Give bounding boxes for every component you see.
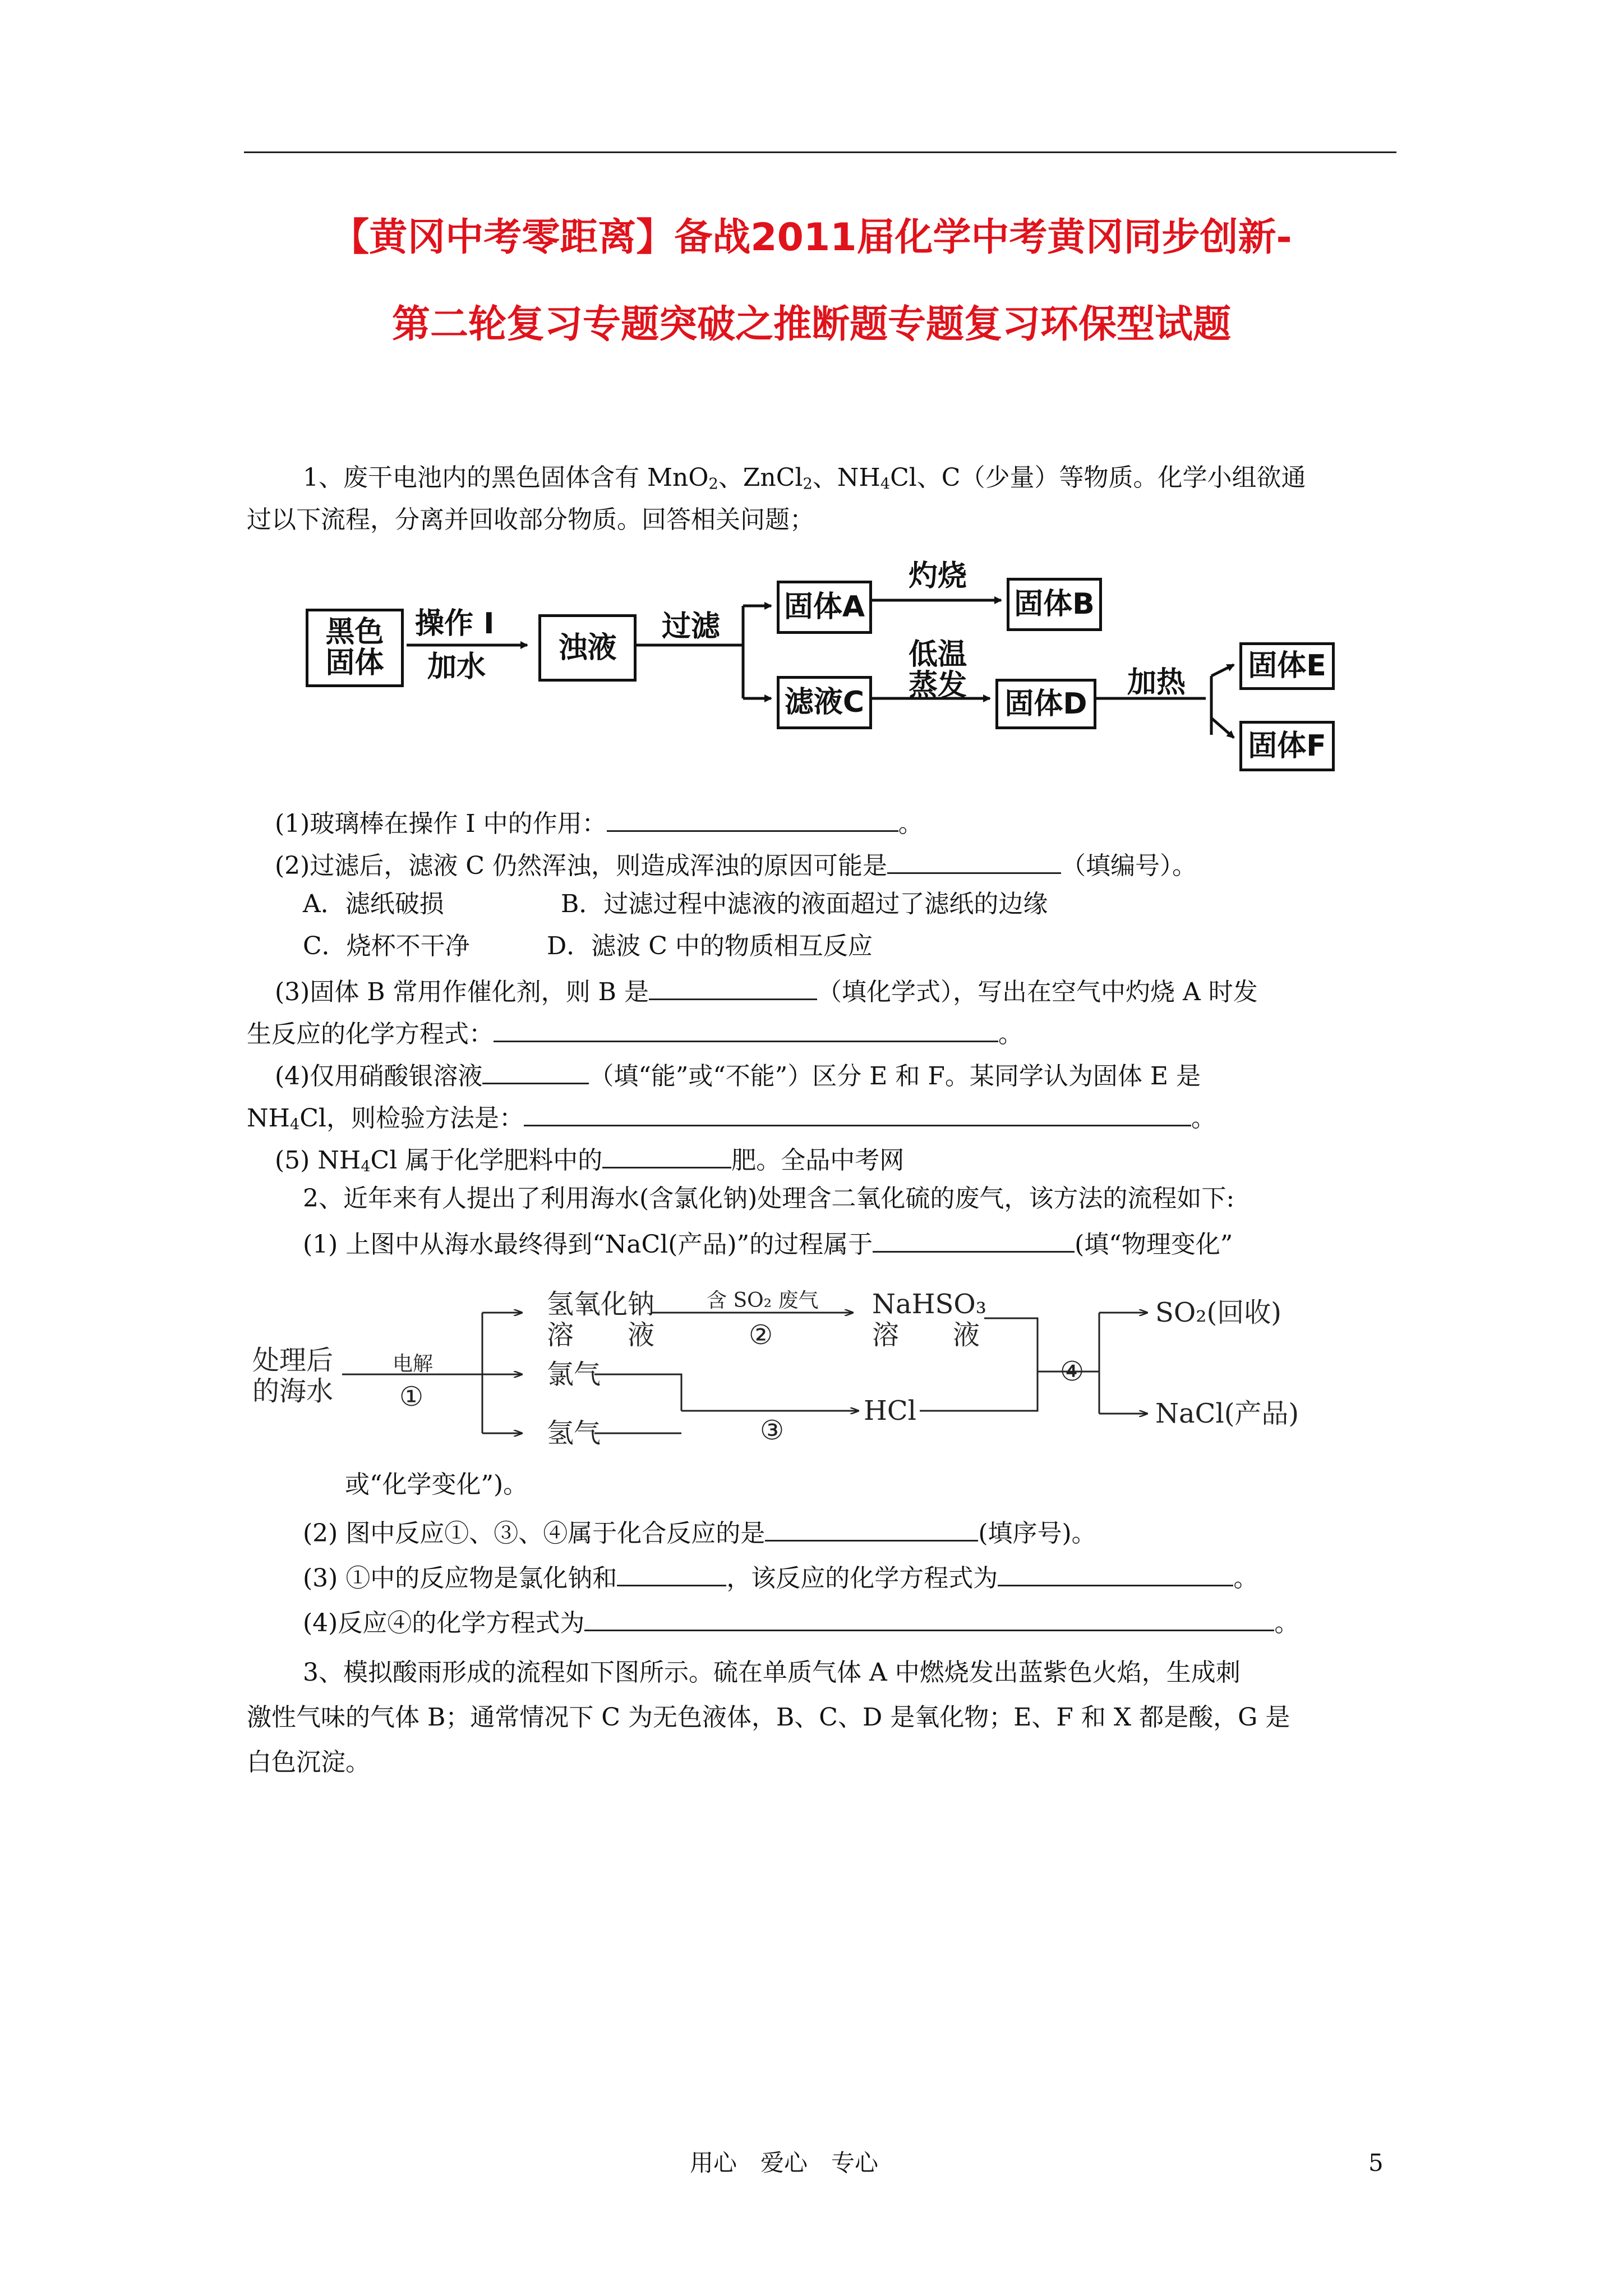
q2-part3: (3) ①中的反应物是氯化钠和 ，该反应的化学方程式为 。 — [303, 1562, 1258, 1591]
step4-label: ④ — [1060, 1356, 1085, 1387]
filtrate-c-box: 滤液C — [777, 676, 872, 729]
page-title-line2: 第二轮复习专题突破之推断题专题复习环保型试题 — [391, 302, 1231, 347]
seawater-label-2: 的海水 — [252, 1375, 334, 1407]
burn-label: 灼烧 — [909, 559, 967, 593]
waste-gas-label: 含 SO₂ 废气 — [707, 1289, 819, 1312]
chlorine-label: 氯气 — [547, 1359, 601, 1390]
solid-f-box: 固体F — [1239, 721, 1335, 771]
filter-label: 过滤 — [662, 610, 721, 643]
footer-motto: 用心 爱心 专心 — [690, 2149, 879, 2177]
answer-blank[interactable] — [602, 1144, 731, 1168]
q2-intro: 2、近年来有人提出了利用海水(含氯化钠)处理含二氧化硫的废气，该方法的流程如下: — [303, 1184, 1235, 1213]
q1-part4: (4)仅用硝酸银溶液 （填“能”或“不能”）区分 E 和 F。某同学认为固体 E 是 — [275, 1060, 1201, 1089]
seawater-label-1: 处理后 — [252, 1345, 334, 1376]
page-title-line1: 【黄冈中考零距离】备战2011届化学中考黄冈同步创新- — [331, 215, 1292, 260]
hydrogen-label: 氢气 — [547, 1418, 601, 1449]
answer-blank[interactable] — [998, 1562, 1233, 1586]
step1-label: ① — [399, 1381, 424, 1412]
answer-blank[interactable] — [649, 976, 817, 1000]
q1-part3: (3)固体 B 常用作催化剂，则 B 是 （填化学式），写出在空气中灼烧 A 时发 — [275, 976, 1258, 1005]
q2-flow-diagram — [247, 1273, 1335, 1458]
q1-option-d: D．滤波 C 中的物质相互反应 — [547, 932, 873, 960]
turbid-liquid-box: 浊液 — [538, 614, 637, 682]
q1-part2: (2)过滤后，滤液 C 仍然浑浊，则造成浑浊的原因可能是 （填编号）。 — [275, 850, 1197, 878]
nahso3-label-2: 溶 液 — [872, 1319, 980, 1351]
q1-flow-diagram — [303, 561, 1380, 774]
q3-line3: 白色沉淀。 — [247, 1748, 370, 1777]
nahso3-label-1: NaHSO₃ — [872, 1289, 986, 1320]
black-solid-box: 黑色 固体 — [306, 609, 404, 687]
answer-blank[interactable] — [887, 850, 1061, 874]
solid-e-box: 固体E — [1239, 642, 1335, 690]
so2-recovered-label: SO₂(回收) — [1155, 1297, 1281, 1328]
nacl-product-label: NaCl(产品) — [1155, 1398, 1299, 1429]
q2-part2: (2) 图中反应①、③、④属于化合反应的是 (填序号)。 — [303, 1517, 1096, 1546]
operation-label: 操作 I — [415, 607, 495, 641]
low-temp-label: 低温 — [909, 638, 967, 671]
page-number: 5 — [1368, 2149, 1384, 2177]
q1-part1: (1)玻璃棒在操作 I 中的作用： 。 — [275, 808, 923, 836]
q1-option-a: A．滤纸破损 — [303, 890, 444, 918]
answer-blank[interactable] — [482, 1060, 589, 1084]
q2-part4: (4)反应④的化学方程式为 。 — [303, 1607, 1299, 1636]
q1-option-b: B．过滤过程中滤液的液面超过了滤纸的边缘 — [561, 890, 1048, 918]
naoh-label-1: 氢氧化钠 — [547, 1289, 655, 1320]
answer-blank[interactable] — [584, 1607, 1274, 1631]
step2-label: ② — [749, 1319, 773, 1351]
solid-a-box: 固体A — [777, 581, 872, 634]
q1-option-c: C．烧杯不干净 — [303, 932, 470, 960]
evaporate-label: 蒸发 — [909, 669, 967, 702]
heat-label: 加热 — [1127, 666, 1186, 700]
answer-blank[interactable] — [765, 1517, 978, 1542]
answer-blank[interactable] — [524, 1102, 1191, 1126]
q2-part1: (1) 上图中从海水最终得到“NaCl(产品)”的过程属于 (填“物理变化” — [303, 1228, 1233, 1257]
step3-label: ③ — [760, 1415, 785, 1446]
header-rule — [244, 151, 1396, 153]
q1-intro-line2: 过以下流程，分离并回收部分物质。回答相关问题； — [247, 505, 814, 534]
add-water-label: 加水 — [427, 650, 486, 684]
answer-blank[interactable] — [617, 1562, 726, 1586]
answer-blank[interactable] — [494, 1018, 998, 1042]
q3-line2: 激性气味的气体 B；通常情况下 C 为无色液体，B、C、D 是氧化物；E、F 和 X 都是酸，G 是 — [247, 1703, 1290, 1732]
naoh-label-2: 溶 液 — [547, 1319, 655, 1351]
q1-part4-line2: $NH_4Cl$，则检验方法是： 。 — [247, 1102, 1216, 1133]
q2-part1-continued: 或“化学变化”)。 — [345, 1470, 528, 1499]
q1-intro-line1: 1、废干电池内的黑色固体含有 MnO$_2$、ZnCl$_2$、$NH_4Cl$、C（少量）等物质。化学小组欲通 — [303, 463, 1306, 493]
solid-b-box: 固体B — [1007, 578, 1102, 631]
solid-d-box: 固体D — [995, 679, 1096, 729]
q1-part5: (5) $NH_4Cl$ 属于化学肥料中的 肥。全品中考网 — [275, 1144, 904, 1175]
answer-blank[interactable] — [607, 808, 898, 832]
answer-blank[interactable] — [873, 1228, 1075, 1253]
q3-line1: 3、模拟酸雨形成的流程如下图所示。硫在单质气体 A 中燃烧发出蓝紫色火焰，生成刺 — [303, 1658, 1241, 1687]
electrolysis-label: 电解 — [393, 1352, 434, 1375]
q1-part3-line2: 生反应的化学方程式： 。 — [247, 1018, 1023, 1047]
hcl-label: HCl — [864, 1395, 916, 1427]
